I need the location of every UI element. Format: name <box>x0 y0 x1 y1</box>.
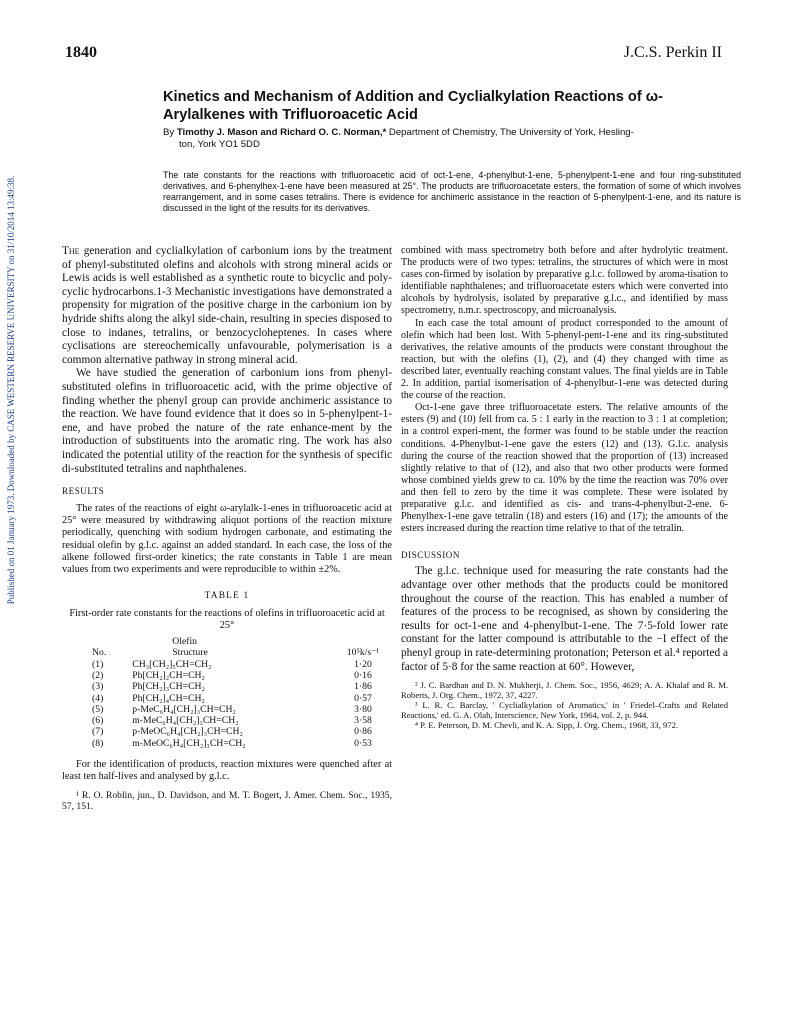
rate-constants-table <box>92 636 392 749</box>
download-watermark <box>4 130 18 650</box>
journal-name: J.C.S. Perkin II <box>623 44 722 61</box>
table-cell-structure: Ph[CH₂]₄CH=CH₂ <box>132 692 205 704</box>
table-cell-structure: m-MeOC₆H₄[CH₂]₃CH=CH₂ <box>132 737 246 749</box>
table-cell-no: (7) <box>92 726 104 738</box>
esters-paragraph: Oct-1-ene gave three trifluoroacetate esters. The relative amounts of the esters (9) and (10) fell from ca. 5 : 1 early in the reaction to 3 : 1 at completion; in a control experi-ment, the former was found to be stable under the reaction conditions. 4-Phenylbut-1-ene gave the esters (12) and (13). G.l.c. analysis during the course of the reaction showed that the proportion of (13) increased slightly relative to that of (12), and also that two other products were formed whose combined yields grew to ca. 10% by the time the reaction was 70% over and then fell to zero by the time it was complete. These were isolated by preparative g.l.c. and identified as cis- and trans-4-phenylbut-2-ene. 6-Phenylhex-1-ene gave tetralin (18) and esters (16) and (17); the amounts of the esters increased during the reaction time relative to that of the tetralin. <box>401 402 728 535</box>
results-paragraph-1: The rates of the reactions of eight ω-arylalk-1-enes in trifluoroacetic acid at 25° were measured by withdrawing aliquot portions of the reaction mixture periodically, quenching with sodium hydrogen carbonate, and estimating the residual olefin by g.l.c. against an added standard. In each case, the loss of the alkene followed first-order kinetics; the rate constants in Table 1 are mean values from two experiments and were reproducible to within ±2%. <box>62 502 392 576</box>
right-column <box>401 245 728 730</box>
table-row <box>92 670 392 681</box>
author-line <box>163 127 753 151</box>
discussion-heading: DISCUSSION <box>401 550 461 561</box>
by-word: By <box>163 127 175 138</box>
affiliation-line-1: Department of Chemistry, The University of York, Hesling- <box>388 127 634 138</box>
intro-paragraph-2: We have studied the generation of carbonium ions from phenyl-substituted olefins in trifluoroacetic acid, with the prime objective of finding whether the phenyl group can provide anchimeric assistance to the reaction. We have found evidence that it does so in 5-phenylpent-1-ene, and have probed the nature of the rate enhance-ment by the introduction of substituents into the aromatic ring. The work has also indicated the potential utility of the reaction for the synthesis of specific di-substituted tetralins and naphthalenes. <box>62 367 392 475</box>
table-cell-no: (1) <box>92 658 104 670</box>
abstract: The rate constants for the reactions with trifluoroacetic acid of oct-1-ene, 4-phenylbut-1-ene, 5-phenylpent-1-ene and four ring-substituted derivatives, and 6-phenylhex-1-ene have been measured at 25°. The products are trifluoroacetate esters, the formation of some of which involves rearrangement, and in some cases tetralins. There is evidence for anchimeric assistance in the reaction of 5-phenylpent-1-ene, and its nature is discussed in the light of the results for its derivatives. <box>163 170 741 213</box>
download-watermark-text: Published on 01 January 1973. Downloaded by CASE WESTERN RESERVE UNIVERSITY on 31/10/2014 13:49:38. <box>6 175 16 605</box>
table-header-row <box>92 647 392 658</box>
table-row <box>92 726 392 737</box>
intro-paragraph-1-text: generation and cyclialkylation of carbonium ions by the treatment of phenyl-substituted olefins and alcohols with strong mineral acids or Lewis acids is well established as a synthetic route to bicyclic and poly-cyclic hydrocarbons.1-3 Mechanistic investigations have demonstrated a propensity for migration of the positive charge in the carbonium ion by hydride shifts along the alkyl side-chain, resulting in species disposed to close to indanes, tetralins, or benzocycloheptenes. In cases where cyclisations are stereochemically unfavourable, polymerisation is a common alternative pathway in strong mineral acid. <box>62 245 392 366</box>
and-word: and <box>260 127 278 138</box>
table-cell-no: (2) <box>92 669 104 681</box>
table-cell-no: (4) <box>92 692 104 704</box>
left-column <box>62 245 392 812</box>
after-table-paragraph: For the identification of products, reaction mixtures were quenched after at least ten half-lives and analysed by g.l.c. <box>62 759 392 783</box>
footnote-1: ¹ R. O. Roblin, jun., D. Davidson, and M. T. Bogert, J. Amer. Chem. Soc., 1935, 57, 151. <box>62 789 392 813</box>
article-title: Kinetics and Mechanism of Addition and Cyclialkylation Reactions of ω-Arylalkenes with Trifluoroacetic Acid <box>163 89 663 123</box>
table-cell-structure: Ph[CH₂]₂CH=CH₂ <box>132 669 205 681</box>
table-cell-no: (8) <box>92 737 104 749</box>
discussion-paragraph-1: The g.l.c. technique used for measuring the rate constants had the advantage over other methods that the products could be monitored throughout the course of the reaction. This has enabled a number of features of the process to be recognised, as shown by considering the results for oct-1-ene and 4-phenylbut-1-ene. The 7·5-fold lower rate constant for the latter compound is attributable to the −I effect of the phenyl group in rate-determining protonation; Peterson et al.⁴ reported a factor of 5·8 for the same reaction at 60°. However, <box>401 565 728 673</box>
table-cell-k: 0·86 <box>354 726 372 738</box>
table-cell-structure: p-MeOC₆H₄[CH₂]₃CH=CH₂ <box>132 726 243 738</box>
page-number: 1840 <box>65 44 97 61</box>
table-cell-k: 0·53 <box>354 737 372 749</box>
table-cell-k: 3·80 <box>354 703 372 715</box>
table-cell-no: (5) <box>92 703 104 715</box>
footnote-3: ³ L. R. C. Barclay, ' Cyclialkylation of Aromatics,' in ' Friedel–Crafts and Related Reactions,' ed. G. A. Olah, Interscience, New York, 1964, vol. 2, p. 944. <box>401 700 728 721</box>
table-cell-structure: p-MeC₆H₄[CH₂]₃CH=CH₂ <box>132 703 236 715</box>
table-cell-k: 0·16 <box>354 669 372 681</box>
yields-paragraph: In each case the total amount of product corresponded to the amount of olefin which had been lost. With 5-phenyl-pent-1-ene and its ring-substituted derivatives, the relative amounts of the products were constant throughout the reaction, but with the olefins (1), (2), and (4) they changed with time as described later, eventually reaching constant values. The final yields are in Table 2. In addition, partial isomerisation of 4-phenylbut-1-ene was detected during the course of the reaction. <box>401 317 728 402</box>
table-header-k: 10⁵k/s⁻¹ <box>346 647 380 659</box>
table-group-header: Olefin <box>172 636 198 648</box>
products-paragraph: combined with mass spectrometry both before and after hydrolytic treatment. The products were of two types: tetralins, the structures of which were in most cases con-firmed by isolation by preparative g.l.c. followed by aroma-tisation to identifiable naphthalenes; and trifluoroacetate esters which were converted into alcohols by hydrolysis, isolated by preparative g.l.c., and identified by mass spectrometry, n.m.r. spectroscopy, and microanalysis. <box>401 245 728 317</box>
table-caption: TABLE 1 <box>204 591 250 602</box>
table-cell-k: 1·86 <box>354 681 372 693</box>
table-header-structure: Structure <box>172 647 208 659</box>
intro-paragraph-1 <box>62 245 392 367</box>
table-group-header-row <box>92 636 392 647</box>
table-cell-k: 3·58 <box>354 715 372 727</box>
table-cell-structure: m-MeC₆H₄[CH₂]₃CH=CH₂ <box>132 715 239 727</box>
affiliation-line-2: ton, York YO1 5DD <box>179 139 260 150</box>
table-header-no: No. <box>92 647 107 659</box>
table-row <box>92 715 392 726</box>
table-cell-no: (3) <box>92 681 104 693</box>
table-row <box>92 738 392 749</box>
intro-first-word: The <box>62 245 80 257</box>
table-title: First-order rate constants for the reactions of olefins in trifluoroacetic acid at 25° <box>69 608 385 632</box>
footnote-4: ⁴ P. E. Peterson, D. M. Chevli, and K. A. Sipp, J. Org. Chem., 1968, 33, 972. <box>415 720 679 731</box>
table-cell-k: 1·20 <box>354 658 372 670</box>
table-row <box>92 693 392 704</box>
table-cell-no: (6) <box>92 715 104 727</box>
author-1: Timothy J. Mason <box>176 127 258 138</box>
table-cell-structure: CH₃[CH₂]₅CH=CH₂ <box>132 658 212 670</box>
table-row <box>92 659 392 670</box>
footnote-2: ² J. C. Bardhan and D. N. Mukherji, J. Chem. Soc., 1956, 4629; A. A. Khalaf and R. M. Roberts, J. Org. Chem., 1972, 37, 4227. <box>401 680 728 701</box>
table-row <box>92 681 392 692</box>
table-cell-structure: Ph[CH₂]₃CH=CH₂ <box>132 681 205 693</box>
results-heading: RESULTS <box>62 486 105 497</box>
table-cell-k: 0·57 <box>354 692 372 704</box>
author-2: Richard O. C. Norman,* <box>280 127 387 138</box>
table-row <box>92 704 392 715</box>
